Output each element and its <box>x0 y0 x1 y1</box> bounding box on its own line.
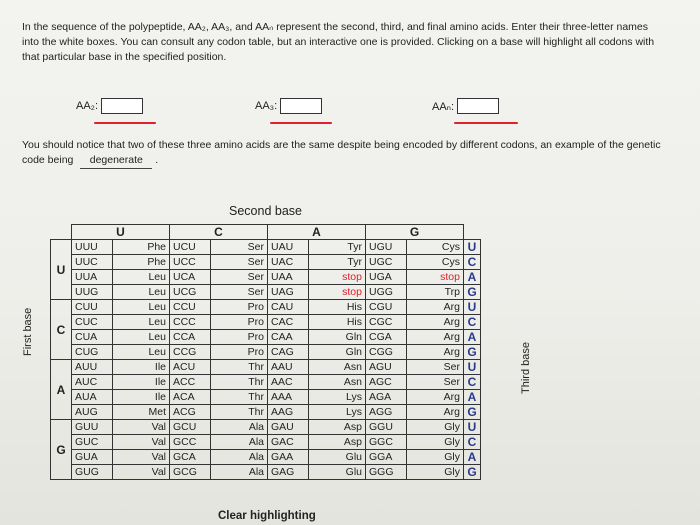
codon-row <box>51 330 481 345</box>
codon-row <box>51 450 481 465</box>
codon-cell: GAG <box>268 465 309 480</box>
codon-row <box>51 285 481 300</box>
amino-acid-cell: Thr <box>211 375 268 390</box>
codon-cell: GAU <box>268 420 309 435</box>
codon-cell: CCC <box>170 315 211 330</box>
amino-acid-cell: His <box>309 315 366 330</box>
codon-cell: AAU <box>268 360 309 375</box>
amino-acid-cell: Cys <box>407 240 464 255</box>
codon-cell: GGA <box>366 450 407 465</box>
codon-cell: UAG <box>268 285 309 300</box>
codon-cell: GCG <box>170 465 211 480</box>
amino-acid-cell: Val <box>113 465 170 480</box>
third-base-g[interactable]: G <box>464 345 481 360</box>
notice-end: . <box>155 154 159 166</box>
codon-cell: AUA <box>72 390 113 405</box>
degenerate-notice <box>22 138 672 169</box>
amino-acid-cell: stop <box>407 270 464 285</box>
codon-cell: GAA <box>268 450 309 465</box>
codon-table <box>50 224 481 480</box>
third-base-g[interactable]: G <box>464 405 481 420</box>
aa3-group <box>255 98 322 114</box>
codon-cell: AUC <box>72 375 113 390</box>
codon-cell: UUU <box>72 240 113 255</box>
third-base-a[interactable]: A <box>464 390 481 405</box>
codon-cell: UGC <box>366 255 407 270</box>
codon-cell: GCC <box>170 435 211 450</box>
amino-acid-cell: Asn <box>309 375 366 390</box>
first-base-u[interactable]: U <box>51 240 72 300</box>
second-base-header-row <box>51 225 481 240</box>
amino-acid-cell: Arg <box>407 390 464 405</box>
amino-acid-cell: Lys <box>309 405 366 420</box>
codon-cell: UCA <box>170 270 211 285</box>
amino-acid-cell: Gly <box>407 465 464 480</box>
codon-cell: AGU <box>366 360 407 375</box>
third-base-c[interactable]: C <box>464 375 481 390</box>
amino-acid-cell: Met <box>113 405 170 420</box>
third-base-u[interactable]: U <box>464 300 481 315</box>
aa2-label: AA₂: <box>76 100 98 112</box>
third-base-u[interactable]: U <box>464 240 481 255</box>
third-base-a[interactable]: A <box>464 450 481 465</box>
amino-acid-cell: Arg <box>407 405 464 420</box>
amino-acid-cell: Thr <box>211 360 268 375</box>
codon-cell: CAA <box>268 330 309 345</box>
second-base-label: Second base <box>229 204 302 218</box>
second-base-g[interactable]: G <box>366 225 464 240</box>
codon-row <box>51 465 481 480</box>
codon-cell: CGC <box>366 315 407 330</box>
amino-acid-cell: Phe <box>113 240 170 255</box>
amino-acid-cell: Phe <box>113 255 170 270</box>
codon-cell: UAU <box>268 240 309 255</box>
codon-row <box>51 375 481 390</box>
codon-cell: UCC <box>170 255 211 270</box>
codon-cell: UCU <box>170 240 211 255</box>
codon-cell: GGG <box>366 465 407 480</box>
codon-cell: CAG <box>268 345 309 360</box>
amino-acid-cell: Ala <box>211 420 268 435</box>
amino-acid-cell: Thr <box>211 405 268 420</box>
codon-cell: CCU <box>170 300 211 315</box>
amino-acid-cell: Arg <box>407 345 464 360</box>
aa2-underline <box>94 122 156 124</box>
third-base-g[interactable]: G <box>464 285 481 300</box>
amino-acid-cell: Ser <box>211 270 268 285</box>
codon-cell: GUG <box>72 465 113 480</box>
codon-cell: CAC <box>268 315 309 330</box>
amino-acid-cell: Gly <box>407 435 464 450</box>
amino-acid-cell: Ser <box>407 375 464 390</box>
aan-underline <box>454 122 518 124</box>
first-base-c[interactable]: C <box>51 300 72 360</box>
third-base-a[interactable]: A <box>464 270 481 285</box>
third-base-u[interactable]: U <box>464 420 481 435</box>
codon-cell: GUU <box>72 420 113 435</box>
codon-cell: CAU <box>268 300 309 315</box>
third-base-c[interactable]: C <box>464 255 481 270</box>
amino-acid-cell: Trp <box>407 285 464 300</box>
amino-acid-cell: Ala <box>211 450 268 465</box>
codon-cell: GGU <box>366 420 407 435</box>
codon-cell: CUA <box>72 330 113 345</box>
amino-acid-cell: stop <box>309 270 366 285</box>
amino-acid-cell: Leu <box>113 270 170 285</box>
codon-cell: CGA <box>366 330 407 345</box>
amino-acid-cell: Ile <box>113 375 170 390</box>
codon-cell: GGC <box>366 435 407 450</box>
aa3-label: AA₃: <box>255 100 278 112</box>
amino-acid-cell: Val <box>113 450 170 465</box>
amino-acid-cell: Pro <box>211 330 268 345</box>
codon-cell: AUU <box>72 360 113 375</box>
amino-acid-cell: Lys <box>309 390 366 405</box>
amino-acid-cell: Ser <box>211 255 268 270</box>
codon-cell: UGG <box>366 285 407 300</box>
second-base-a[interactable]: A <box>268 225 366 240</box>
amino-acid-cell: Ser <box>211 285 268 300</box>
codon-cell: CUU <box>72 300 113 315</box>
codon-cell: UUA <box>72 270 113 285</box>
third-base-a[interactable]: A <box>464 330 481 345</box>
codon-cell: UGA <box>366 270 407 285</box>
amino-acid-cell: Gly <box>407 420 464 435</box>
amino-acid-cell: Glu <box>309 465 366 480</box>
amino-acid-cell: Asp <box>309 420 366 435</box>
amino-acid-cell: Pro <box>211 300 268 315</box>
codon-row <box>51 420 481 435</box>
codon-cell: AGG <box>366 405 407 420</box>
codon-row <box>51 405 481 420</box>
amino-acid-cell: Leu <box>113 315 170 330</box>
amino-acid-cell: Val <box>113 435 170 450</box>
codon-cell: GUA <box>72 450 113 465</box>
codon-row <box>51 345 481 360</box>
amino-acid-cell: Pro <box>211 345 268 360</box>
amino-acid-cell: Glu <box>309 450 366 465</box>
amino-acid-cell: Leu <box>113 285 170 300</box>
codon-cell: UUC <box>72 255 113 270</box>
first-base-a[interactable]: A <box>51 360 72 420</box>
codon-row <box>51 360 481 375</box>
codon-cell: GAC <box>268 435 309 450</box>
aa2-group <box>76 98 143 114</box>
amino-acid-cell: Leu <box>113 300 170 315</box>
amino-acid-cell: Arg <box>407 330 464 345</box>
aa2-input[interactable] <box>101 98 143 114</box>
amino-acid-cell: Ala <box>211 465 268 480</box>
amino-acid-cell: Val <box>113 420 170 435</box>
codon-row <box>51 240 481 255</box>
third-base-g[interactable]: G <box>464 465 481 480</box>
codon-row <box>51 435 481 450</box>
codon-row <box>51 315 481 330</box>
amino-acid-cell: Tyr <box>309 240 366 255</box>
first-base-g[interactable]: G <box>51 420 72 480</box>
second-base-c[interactable]: C <box>170 225 268 240</box>
amino-acid-cell: Asn <box>309 360 366 375</box>
amino-acid-cell: Asp <box>309 435 366 450</box>
amino-acid-cell: Leu <box>113 345 170 360</box>
codon-cell: GCU <box>170 420 211 435</box>
amino-acid-cell: Ile <box>113 360 170 375</box>
amino-acid-cell: Ile <box>113 390 170 405</box>
codon-row <box>51 270 481 285</box>
aan-input[interactable] <box>457 98 499 114</box>
codon-cell: CUG <box>72 345 113 360</box>
amino-acid-cell: Ala <box>211 435 268 450</box>
amino-acid-cell: Leu <box>113 330 170 345</box>
aa3-input[interactable] <box>280 98 322 114</box>
codon-cell: ACG <box>170 405 211 420</box>
codon-cell: AAG <box>268 405 309 420</box>
codon-cell: UCG <box>170 285 211 300</box>
amino-acid-cell: Arg <box>407 315 464 330</box>
notice-answer-field[interactable]: degenerate <box>80 153 152 169</box>
codon-cell: AGA <box>366 390 407 405</box>
amino-acid-cell: Cys <box>407 255 464 270</box>
codon-cell: AGC <box>366 375 407 390</box>
amino-acid-cell: Arg <box>407 300 464 315</box>
clear-highlighting-button[interactable]: Clear highlighting <box>218 510 316 522</box>
codon-cell: AUG <box>72 405 113 420</box>
third-base-c[interactable]: C <box>464 435 481 450</box>
third-base-u[interactable]: U <box>464 360 481 375</box>
amino-acid-cell: Gln <box>309 345 366 360</box>
amino-acid-cell: Ser <box>211 240 268 255</box>
amino-acid-cell: Gln <box>309 330 366 345</box>
codon-cell: ACC <box>170 375 211 390</box>
third-base-label: Third base <box>520 342 532 394</box>
codon-cell: AAC <box>268 375 309 390</box>
codon-cell: UAA <box>268 270 309 285</box>
codon-cell: CUC <box>72 315 113 330</box>
aan-label: AAₙ: <box>432 100 455 113</box>
amino-acid-inputs <box>0 98 700 130</box>
codon-cell: CGG <box>366 345 407 360</box>
codon-cell: ACA <box>170 390 211 405</box>
instructions-text: In the sequence of the polypeptide, AA₂, AA₃, and AAₙ represent the second, third, and final amino acids. Enter their three-letter names into the white boxes. You can consult any codon table, but an interactive one is provided. Clicking on a base will highlight all codons with that particular base in the specified position. <box>22 21 655 63</box>
notice-text: You should notice that two of these three amino acids are the same despite being encoded by different codons, an example of the genetic code being <box>22 139 661 166</box>
codon-cell: UUG <box>72 285 113 300</box>
aa3-underline <box>270 122 332 124</box>
amino-acid-cell: His <box>309 300 366 315</box>
codon-cell: GCA <box>170 450 211 465</box>
codon-cell: AAA <box>268 390 309 405</box>
amino-acid-cell: Gly <box>407 450 464 465</box>
codon-cell: UAC <box>268 255 309 270</box>
amino-acid-cell: Pro <box>211 315 268 330</box>
codon-row <box>51 390 481 405</box>
amino-acid-cell: stop <box>309 285 366 300</box>
codon-cell: CGU <box>366 300 407 315</box>
header-spacer <box>51 225 72 240</box>
header-spacer-right <box>464 225 481 240</box>
codon-cell: GUC <box>72 435 113 450</box>
codon-cell: ACU <box>170 360 211 375</box>
amino-acid-cell: Tyr <box>309 255 366 270</box>
codon-cell: UGU <box>366 240 407 255</box>
codon-row <box>51 300 481 315</box>
second-base-u[interactable]: U <box>72 225 170 240</box>
amino-acid-cell: Thr <box>211 390 268 405</box>
codon-cell: CCA <box>170 330 211 345</box>
codon-row <box>51 255 481 270</box>
aan-group <box>432 98 499 114</box>
first-base-label: First base <box>22 307 34 356</box>
codon-cell: CCG <box>170 345 211 360</box>
third-base-c[interactable]: C <box>464 315 481 330</box>
amino-acid-cell: Ser <box>407 360 464 375</box>
